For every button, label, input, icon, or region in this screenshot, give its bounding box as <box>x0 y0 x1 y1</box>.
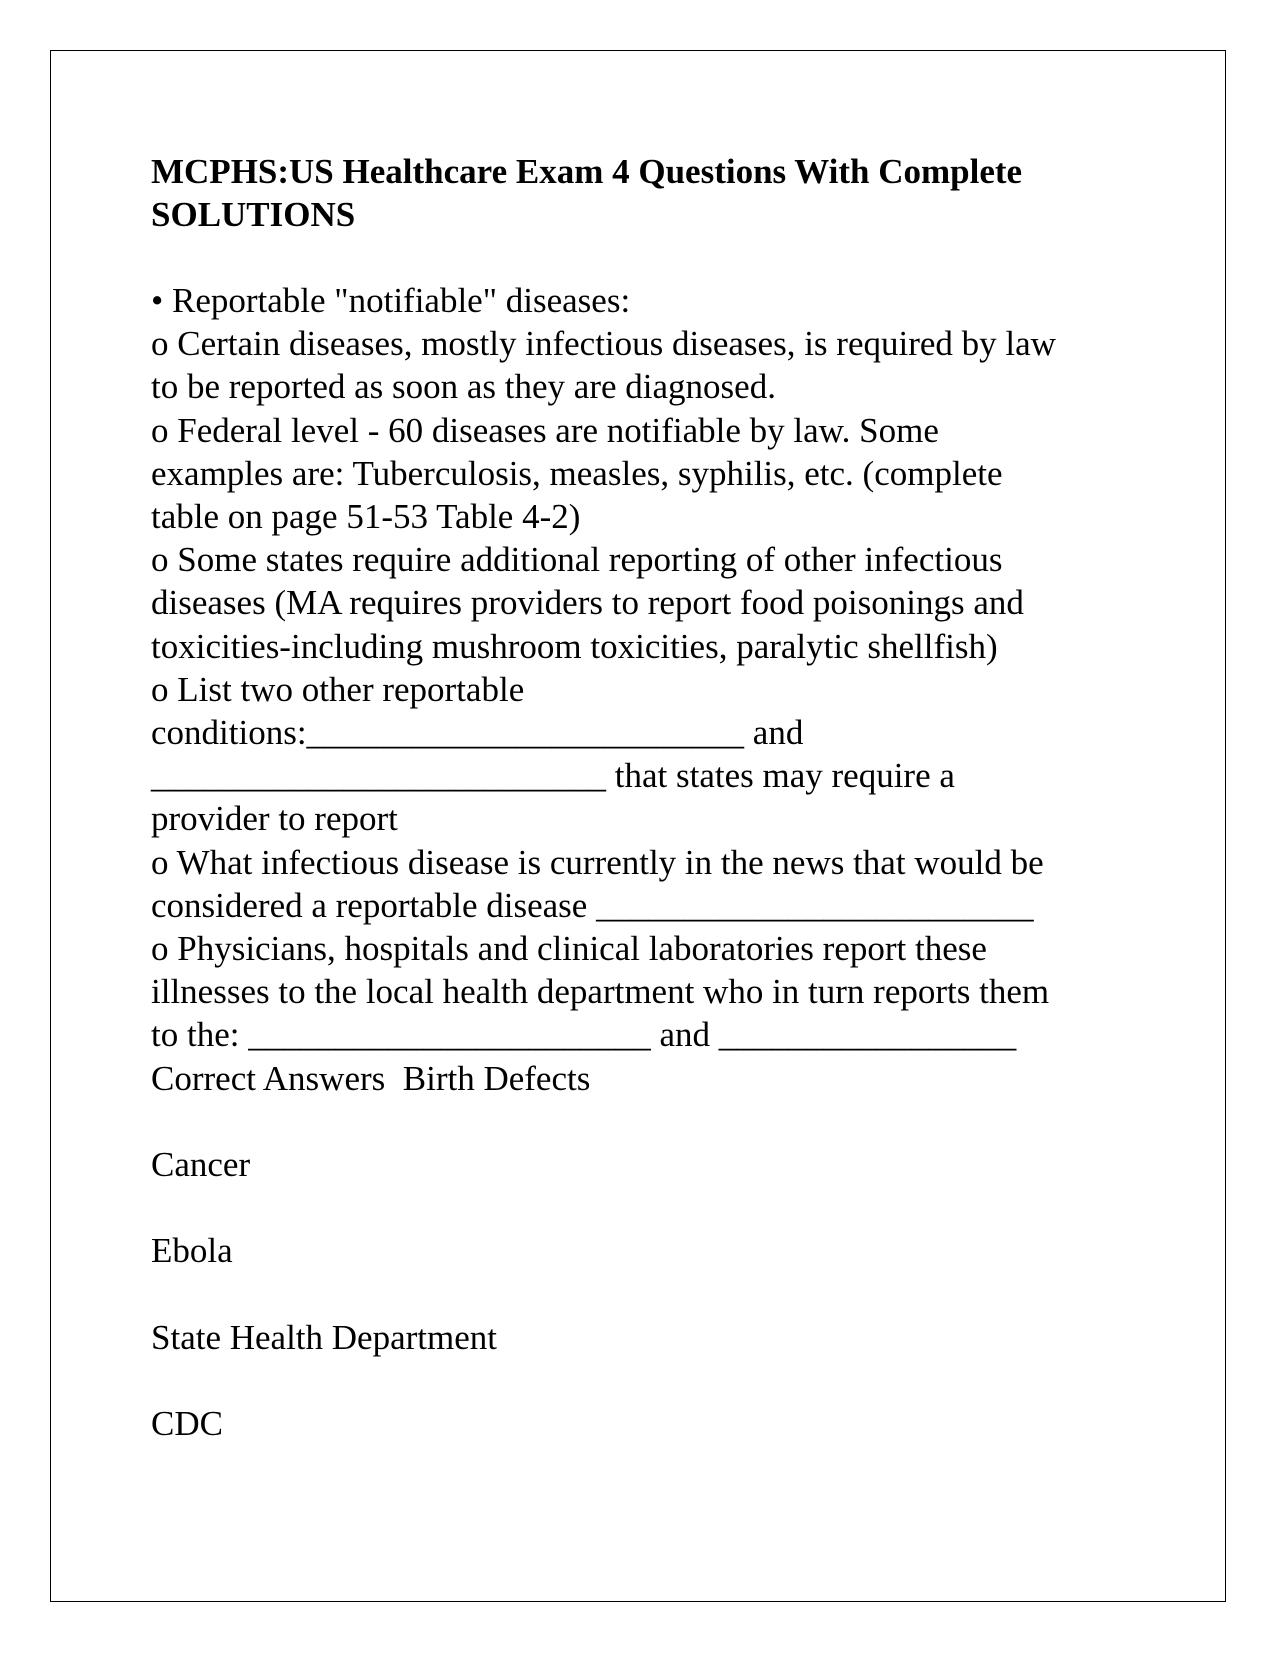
body-line: o Certain diseases, mostly infectious diseases, is required by law <box>151 324 1056 364</box>
answer-list <box>151 1143 1161 1445</box>
body-line: conditions:_________________________ and <box>151 713 804 753</box>
body-line: o Federal level - 60 diseases are notifiable by law. Some <box>151 410 939 450</box>
document-content <box>151 150 1161 1445</box>
body-line: o Some states require additional reporting of other infectious <box>151 540 1003 580</box>
body-line: examples are: Tuberculosis, measles, syphilis, etc. (complete <box>151 453 1003 493</box>
body-line: diseases (MA requires providers to report food poisonings and <box>151 583 1024 623</box>
body-line: o What infectious disease is currently in the news that would be <box>151 842 1044 882</box>
body-line: to be reported as soon as they are diagnosed. <box>151 367 776 407</box>
title-line: SOLUTIONS <box>151 195 356 234</box>
question-body <box>151 279 1161 1100</box>
document-title <box>151 150 1161 236</box>
answer-item: Cancer <box>151 1145 251 1185</box>
body-line: considered a reportable disease _________________________ <box>151 885 1034 925</box>
body-line: __________________________ that states may require a <box>151 756 955 796</box>
body-line: o List two other reportable <box>151 669 525 709</box>
answer-item: CDC <box>151 1404 223 1444</box>
body-line: o Physicians, hospitals and clinical laboratories report these <box>151 929 987 969</box>
title-line: MCPHS:US Healthcare Exam 4 Questions With Complete <box>151 152 1023 191</box>
body-line: table on page 51-53 Table 4-2) <box>151 497 581 537</box>
body-line: toxicities-including mushroom toxicities, paralytic shellfish) <box>151 626 998 666</box>
body-line: provider to report <box>151 799 398 839</box>
correct-answers-line: Correct Answers Birth Defects <box>151 1058 591 1098</box>
answer-item: State Health Department <box>151 1317 497 1357</box>
body-line: to the: _______________________ and _________________ <box>151 1015 1017 1055</box>
answer-item: Ebola <box>151 1231 233 1271</box>
body-line: illnesses to the local health department who in turn reports them <box>151 972 1050 1012</box>
body-line: • Reportable "notifiable" diseases: <box>151 281 631 320</box>
